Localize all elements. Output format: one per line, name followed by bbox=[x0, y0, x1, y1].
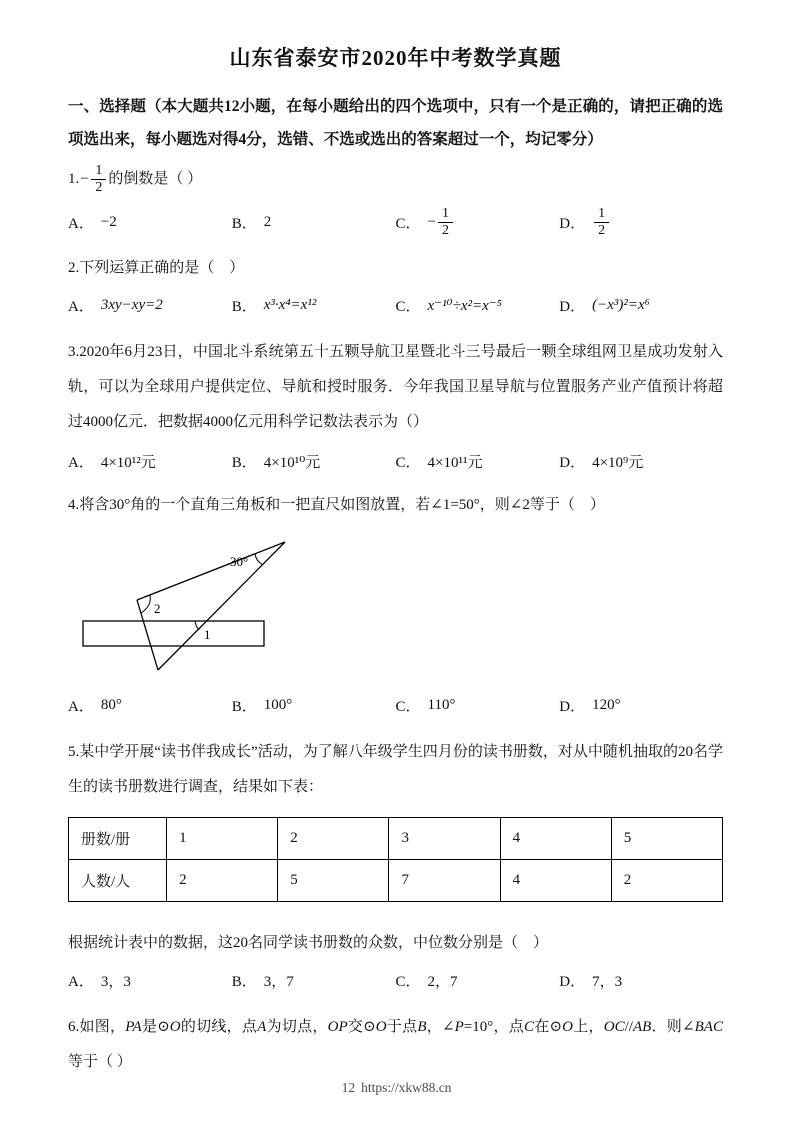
option-label: B． bbox=[231, 299, 257, 315]
option-value: 7，3 bbox=[592, 974, 623, 991]
triangle-side-long bbox=[158, 542, 285, 670]
option-label: D． bbox=[559, 699, 586, 716]
triangle-side-top bbox=[137, 542, 285, 600]
q5-option-d bbox=[559, 970, 723, 991]
ruler-shape bbox=[83, 621, 264, 646]
text-segment: 为切点， bbox=[266, 1018, 328, 1035]
q5-table bbox=[68, 817, 723, 902]
option-minus: − bbox=[427, 213, 436, 230]
angle-30-arc bbox=[255, 554, 263, 565]
table-cell: 4 bbox=[500, 860, 611, 902]
option-value: 2，7 bbox=[427, 974, 458, 991]
question-3 bbox=[68, 335, 723, 477]
angle-2-label: 2 bbox=[154, 600, 161, 616]
option-value: 100° bbox=[263, 697, 293, 714]
q1-option-b bbox=[232, 212, 396, 233]
option-label: C． bbox=[395, 215, 421, 232]
q2-option-d bbox=[559, 295, 723, 316]
table-cell: 2 bbox=[167, 860, 278, 902]
option-label: B． bbox=[231, 454, 257, 471]
q2-option-a bbox=[68, 295, 232, 316]
q3-option-c bbox=[396, 451, 560, 472]
q2-stem: 2.下列运算正确的是（ ） bbox=[68, 260, 245, 276]
option-value: 3，7 bbox=[263, 974, 294, 991]
q5-option-b bbox=[232, 970, 396, 991]
table-cell: 人数/人 bbox=[69, 860, 167, 902]
text-segment: B bbox=[417, 1018, 427, 1035]
q3-option-d bbox=[559, 451, 723, 472]
page-footer bbox=[0, 1080, 793, 1096]
text-segment: O bbox=[562, 1018, 573, 1035]
q5-intro: 5.某中学开展“读书伴我成长”活动，为了解八年级学生四月份的读书册数，对从中随机抽取的20名学生的读书册数进行调查，结果如下表： bbox=[68, 743, 723, 795]
option-label: A． bbox=[68, 299, 94, 315]
text-segment: O bbox=[169, 1018, 181, 1035]
text-segment: O bbox=[375, 1018, 387, 1035]
option-label: C． bbox=[395, 974, 421, 991]
question-1 bbox=[68, 163, 723, 239]
option-value: x⁻¹⁰÷x²=x⁻⁵ bbox=[427, 298, 502, 314]
q1-option-c bbox=[396, 206, 560, 239]
text-segment: PA bbox=[125, 1018, 142, 1035]
page-number: 12 bbox=[341, 1080, 356, 1095]
option-value: 2 bbox=[263, 213, 272, 230]
option-label: A． bbox=[68, 974, 94, 991]
angle-1-label: 1 bbox=[204, 626, 211, 642]
q1-option-d bbox=[559, 206, 723, 239]
option-value: 3，3 bbox=[100, 974, 131, 991]
table-cell: 2 bbox=[278, 818, 389, 860]
option-value: −2 bbox=[100, 213, 117, 230]
option-value: 110° bbox=[427, 697, 456, 714]
q4-stem: 4.将含30°角的一个直角三角板和一把直尺如图放置，若∠1=50°，则∠2等于（ ） bbox=[68, 497, 605, 514]
table-cell: 3 bbox=[389, 818, 500, 860]
q3-stem: 3.2020年6月23日，中国北斗系统第五十五颗导航卫星暨北斗三号最后一颗全球组网卫星成功发射入轨，可以为全球用户提供定位、导航和授时服务．今年我国卫星导航与位置服务产业产值预计将超过4000亿元．把数据4000亿元用科学记数法表示为（） bbox=[68, 343, 723, 430]
text-segment: AB bbox=[632, 1018, 652, 1035]
text-segment: 等于（ ） bbox=[68, 1054, 132, 1070]
q2-option-c bbox=[396, 295, 560, 316]
question-2 bbox=[68, 253, 723, 321]
section-1-heading: 一、选择题（本大题共12小题，在每小题给出的四个选项中，只有一个是正确的，请把正确的选项选出来，每小题选对得4分，选错、不选或选出的答案超过一个，均记零分） bbox=[68, 98, 723, 149]
table-row-books bbox=[69, 818, 723, 860]
footer-url: https://xkw88.cn bbox=[361, 1080, 452, 1095]
q4-option-a bbox=[68, 695, 232, 716]
fraction-numerator: 1 bbox=[594, 206, 609, 223]
q4-option-b bbox=[232, 695, 396, 716]
q1-option-a bbox=[68, 212, 232, 233]
text-segment: ．则∠ bbox=[651, 1018, 695, 1035]
triangle-ruler-figure bbox=[80, 530, 640, 680]
table-cell: 4 bbox=[500, 818, 611, 860]
q6-stem bbox=[68, 1010, 723, 1081]
option-label: D． bbox=[559, 974, 586, 991]
text-segment: A bbox=[257, 1018, 267, 1035]
option-value: (−x³)²=x⁶ bbox=[592, 297, 650, 313]
option-value: 80° bbox=[100, 697, 122, 714]
q2-options bbox=[68, 291, 723, 321]
fraction-denominator: 2 bbox=[441, 222, 449, 238]
option-value: 4×10⁹元 bbox=[592, 454, 644, 471]
table-cell: 7 bbox=[389, 860, 500, 902]
option-label: A． bbox=[68, 699, 94, 716]
text-segment: BAC bbox=[694, 1018, 723, 1035]
q3-options bbox=[68, 446, 723, 476]
q1-minus-sign: − bbox=[79, 170, 90, 187]
option-value: 120° bbox=[592, 697, 621, 714]
q3-option-b bbox=[232, 451, 396, 472]
text-segment: P bbox=[454, 1018, 464, 1035]
option-label: D． bbox=[559, 454, 586, 471]
table-row-students bbox=[69, 860, 723, 902]
table-cell: 2 bbox=[611, 860, 722, 902]
option-value: 4×10¹¹元 bbox=[427, 454, 483, 471]
option-label: D． bbox=[559, 215, 586, 232]
text-segment: OP bbox=[327, 1018, 348, 1035]
table-cell: 5 bbox=[278, 860, 389, 902]
option-value: x³·x⁴=x¹² bbox=[263, 297, 317, 313]
fraction-numerator: 1 bbox=[438, 206, 453, 223]
text-segment: // bbox=[624, 1018, 633, 1035]
q4-diagram bbox=[80, 530, 723, 685]
text-segment: C bbox=[524, 1018, 535, 1035]
angle-30-label: 30° bbox=[230, 553, 249, 569]
q4-option-c bbox=[396, 695, 560, 716]
text-segment: 于点 bbox=[386, 1018, 418, 1035]
text-segment: 在⊙ bbox=[534, 1018, 563, 1035]
q2-option-b bbox=[232, 295, 396, 316]
q5-question: 根据统计表中的数据，这20名同学读书册数的众数，中位数分别是（ ） bbox=[68, 935, 549, 952]
text-segment: 6.如图， bbox=[68, 1018, 126, 1035]
option-label: C． bbox=[395, 454, 421, 471]
table-cell: 5 bbox=[611, 818, 722, 860]
q1-stem bbox=[68, 163, 723, 196]
angle-1-arc bbox=[195, 621, 199, 630]
option-label: D． bbox=[559, 299, 586, 315]
question-6 bbox=[68, 1010, 723, 1081]
fraction bbox=[438, 206, 453, 239]
option-label: C． bbox=[395, 699, 421, 716]
option-label: A． bbox=[68, 215, 94, 232]
option-value: 3xy−xy=2 bbox=[100, 297, 163, 313]
fraction-denominator: 2 bbox=[95, 179, 103, 195]
text-segment: =10°，点 bbox=[463, 1018, 525, 1035]
text-segment: 的切线，点 bbox=[180, 1018, 258, 1035]
table-cell: 1 bbox=[167, 818, 278, 860]
option-value: 4×10¹²元 bbox=[100, 454, 156, 471]
option-value: 4×10¹⁰元 bbox=[263, 454, 321, 471]
q4-option-d bbox=[559, 695, 723, 716]
page-title: 山东省泰安市2020年中考数学真题 bbox=[229, 46, 562, 70]
q5-options bbox=[68, 966, 723, 996]
text-segment: 上， bbox=[572, 1018, 604, 1035]
table-cell: 册数/册 bbox=[69, 818, 167, 860]
fraction-denominator: 2 bbox=[598, 222, 606, 238]
q4-options bbox=[68, 691, 723, 721]
fraction bbox=[594, 206, 609, 239]
q3-option-a bbox=[68, 451, 232, 472]
question-4 bbox=[68, 490, 723, 721]
q5-option-c bbox=[396, 970, 560, 991]
fraction bbox=[91, 163, 106, 196]
fraction-numerator: 1 bbox=[91, 163, 106, 180]
option-label: B． bbox=[231, 215, 257, 232]
q1-number: 1. bbox=[68, 170, 80, 187]
text-segment: 交⊙ bbox=[347, 1018, 376, 1035]
q1-options bbox=[68, 206, 723, 239]
option-label: C． bbox=[395, 299, 421, 315]
q1-stem-text: 的倒数是（ ） bbox=[108, 170, 203, 187]
option-label: A． bbox=[68, 454, 94, 471]
question-5 bbox=[68, 735, 723, 996]
text-segment: ，∠ bbox=[426, 1018, 455, 1035]
text-segment: OC bbox=[603, 1018, 625, 1035]
option-label: B． bbox=[231, 974, 257, 991]
text-segment: 是⊙ bbox=[141, 1018, 170, 1035]
q5-option-a bbox=[68, 970, 232, 991]
option-label: B． bbox=[231, 699, 257, 716]
